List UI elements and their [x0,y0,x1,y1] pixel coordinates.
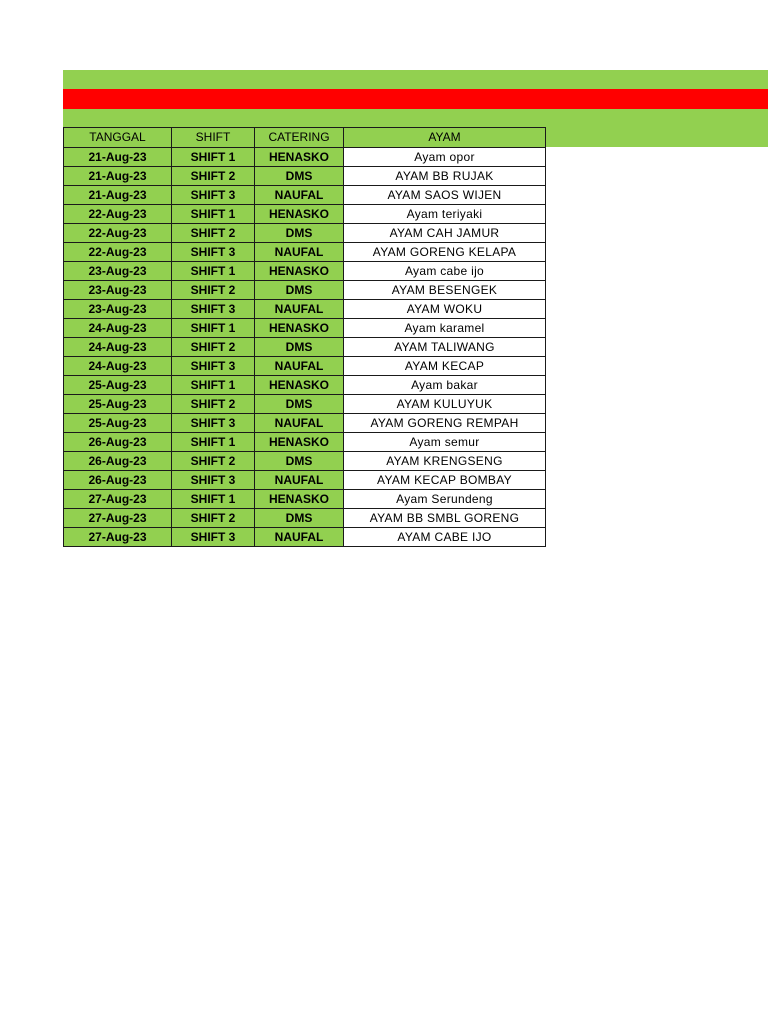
cell-shift: SHIFT 2 [172,224,255,243]
cell-tanggal: 25-Aug-23 [64,414,172,433]
cell-tanggal: 23-Aug-23 [64,262,172,281]
cell-catering: DMS [255,452,344,471]
table-row [64,319,546,338]
cell-shift: SHIFT 2 [172,338,255,357]
table-header-row [64,128,546,148]
cell-ayam: Ayam teriyaki [344,205,546,224]
table-row [64,528,546,547]
cell-ayam: AYAM CABE IJO [344,528,546,547]
table-row [64,509,546,528]
cell-catering: NAUFAL [255,300,344,319]
cell-shift: SHIFT 2 [172,395,255,414]
cell-shift: SHIFT 1 [172,490,255,509]
cell-tanggal: 26-Aug-23 [64,433,172,452]
table-row [64,186,546,205]
cell-tanggal: 25-Aug-23 [64,376,172,395]
column-header-tanggal: TANGGAL [64,128,172,148]
cell-catering: HENASKO [255,433,344,452]
cell-tanggal: 21-Aug-23 [64,167,172,186]
cell-ayam: AYAM BESENGEK [344,281,546,300]
cell-catering: HENASKO [255,148,344,167]
cell-ayam: AYAM KULUYUK [344,395,546,414]
cell-shift: SHIFT 3 [172,357,255,376]
cell-catering: HENASKO [255,319,344,338]
cell-shift: SHIFT 3 [172,243,255,262]
cell-catering: NAUFAL [255,357,344,376]
cell-shift: SHIFT 3 [172,414,255,433]
cell-shift: SHIFT 1 [172,319,255,338]
table-row [64,490,546,509]
cell-shift: SHIFT 3 [172,528,255,547]
cell-ayam: AYAM WOKU [344,300,546,319]
table-row [64,395,546,414]
cell-ayam: Ayam karamel [344,319,546,338]
cell-shift: SHIFT 2 [172,167,255,186]
cell-ayam: AYAM TALIWANG [344,338,546,357]
column-header-ayam: AYAM [344,128,546,148]
cell-ayam: Ayam bakar [344,376,546,395]
cell-ayam: AYAM KRENGSENG [344,452,546,471]
cell-tanggal: 27-Aug-23 [64,528,172,547]
cell-ayam: AYAM SAOS WIJEN [344,186,546,205]
table-row [64,414,546,433]
table-row [64,300,546,319]
cell-shift: SHIFT 1 [172,205,255,224]
cell-tanggal: 21-Aug-23 [64,186,172,205]
cell-ayam: Ayam opor [344,148,546,167]
cell-tanggal: 22-Aug-23 [64,243,172,262]
table-row [64,471,546,490]
cell-tanggal: 24-Aug-23 [64,357,172,376]
cell-shift: SHIFT 1 [172,433,255,452]
table-row [64,224,546,243]
table-body [64,148,546,547]
cell-tanggal: 27-Aug-23 [64,509,172,528]
cell-ayam: AYAM GORENG KELAPA [344,243,546,262]
cell-tanggal: 24-Aug-23 [64,319,172,338]
cell-catering: HENASKO [255,262,344,281]
table-row [64,281,546,300]
header-band-red [63,89,768,109]
table-row [64,243,546,262]
column-header-catering: CATERING [255,128,344,148]
table-row [64,148,546,167]
cell-shift: SHIFT 3 [172,186,255,205]
column-header-shift: SHIFT [172,128,255,148]
cell-ayam: AYAM GORENG REMPAH [344,414,546,433]
cell-tanggal: 22-Aug-23 [64,205,172,224]
table-row [64,167,546,186]
cell-ayam: AYAM KECAP [344,357,546,376]
table-row [64,433,546,452]
cell-catering: NAUFAL [255,471,344,490]
table-row [64,205,546,224]
cell-shift: SHIFT 2 [172,452,255,471]
cell-catering: DMS [255,224,344,243]
cell-tanggal: 27-Aug-23 [64,490,172,509]
cell-ayam: Ayam semur [344,433,546,452]
table-row [64,376,546,395]
cell-shift: SHIFT 3 [172,300,255,319]
cell-ayam: AYAM BB RUJAK [344,167,546,186]
cell-shift: SHIFT 1 [172,262,255,281]
cell-ayam: AYAM CAH JAMUR [344,224,546,243]
cell-catering: DMS [255,338,344,357]
cell-ayam: AYAM BB SMBL GORENG [344,509,546,528]
cell-catering: DMS [255,509,344,528]
cell-ayam: Ayam cabe ijo [344,262,546,281]
table-row [64,452,546,471]
cell-ayam: Ayam Serundeng [344,490,546,509]
table-row [64,357,546,376]
cell-shift: SHIFT 2 [172,509,255,528]
cell-catering: HENASKO [255,205,344,224]
cell-catering: NAUFAL [255,414,344,433]
cell-catering: NAUFAL [255,528,344,547]
cell-tanggal: 23-Aug-23 [64,281,172,300]
cell-catering: NAUFAL [255,186,344,205]
cell-shift: SHIFT 1 [172,376,255,395]
cell-tanggal: 26-Aug-23 [64,471,172,490]
cell-tanggal: 24-Aug-23 [64,338,172,357]
table-row [64,338,546,357]
cell-shift: SHIFT 3 [172,471,255,490]
table-row [64,262,546,281]
cell-tanggal: 25-Aug-23 [64,395,172,414]
cell-shift: SHIFT 2 [172,281,255,300]
cell-catering: DMS [255,167,344,186]
cell-shift: SHIFT 1 [172,148,255,167]
cell-tanggal: 21-Aug-23 [64,148,172,167]
cell-tanggal: 23-Aug-23 [64,300,172,319]
cell-catering: NAUFAL [255,243,344,262]
cell-ayam: AYAM KECAP BOMBAY [344,471,546,490]
cell-tanggal: 26-Aug-23 [64,452,172,471]
cell-tanggal: 22-Aug-23 [64,224,172,243]
cell-catering: DMS [255,395,344,414]
cell-catering: DMS [255,281,344,300]
cell-catering: HENASKO [255,490,344,509]
catering-menu-table [63,127,546,547]
cell-catering: HENASKO [255,376,344,395]
header-band-green-top [63,70,768,89]
